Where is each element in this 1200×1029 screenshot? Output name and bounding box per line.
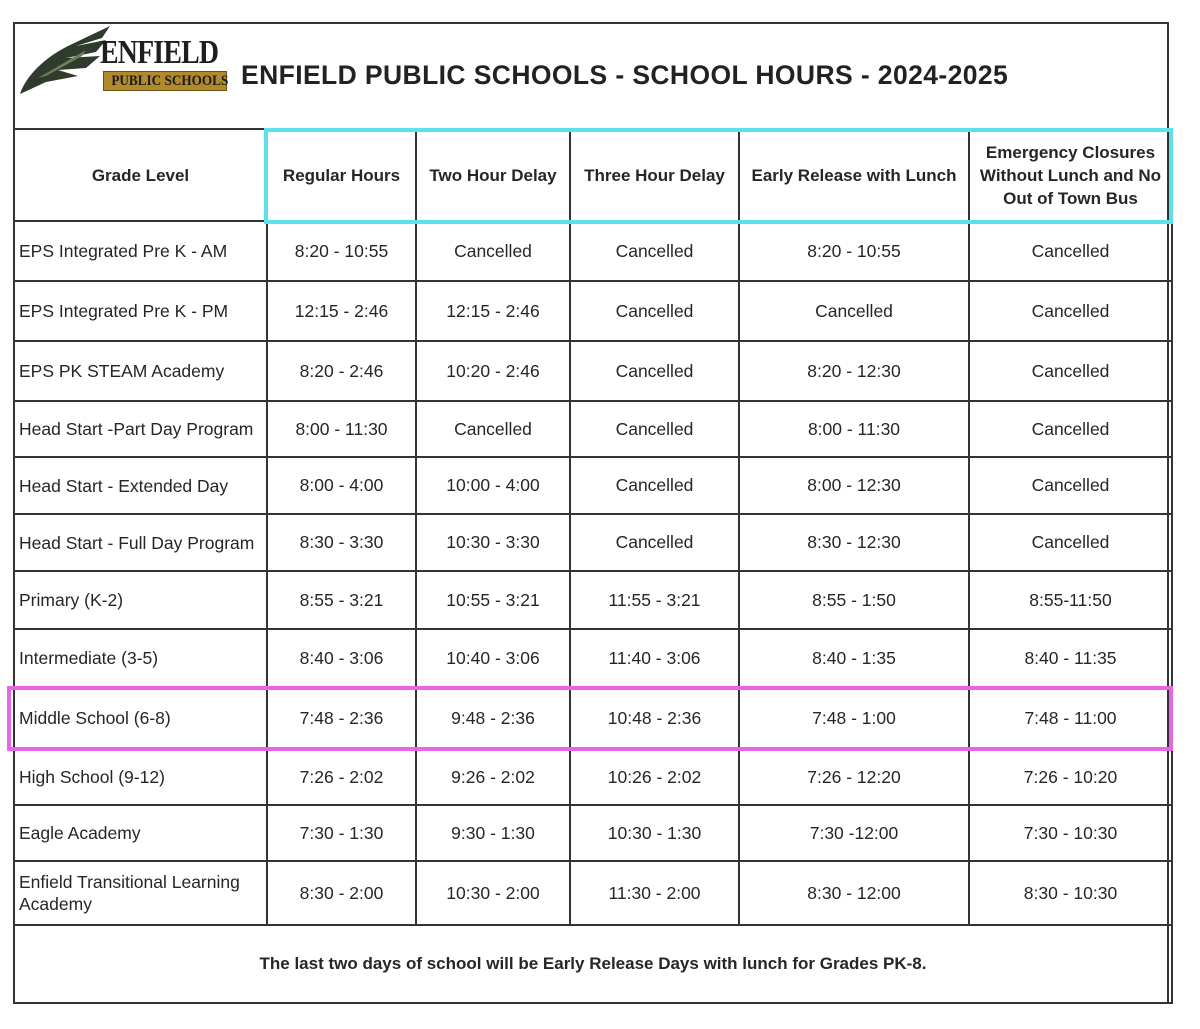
grade-cell: Head Start - Full Day Program <box>14 514 267 571</box>
two-hour-delay-cell: 10:00 - 4:00 <box>416 457 570 514</box>
emergency-closure-cell: Cancelled <box>969 457 1172 514</box>
early-release-cell: 8:30 - 12:00 <box>739 861 969 925</box>
two-hour-delay-cell: 12:15 - 2:46 <box>416 281 570 341</box>
emergency-closure-cell: 7:48 - 11:00 <box>969 687 1172 749</box>
grade-cell: Middle School (6-8) <box>14 687 267 749</box>
grade-cell: Enfield Transitional Learning Academy <box>14 861 267 925</box>
two-hour-delay-cell: 10:20 - 2:46 <box>416 341 570 401</box>
footnote-row <box>14 925 1172 1003</box>
page-title: ENFIELD PUBLIC SCHOOLS - SCHOOL HOURS - 2024-2025 <box>241 60 1009 90</box>
three-hour-delay-cell: Cancelled <box>570 401 739 457</box>
early-release-cell: 8:30 - 12:30 <box>739 514 969 571</box>
logo-wordmark: ENFIELD <box>100 34 219 71</box>
two-hour-delay-cell: 10:55 - 3:21 <box>416 571 570 629</box>
regular-hours-cell: 8:55 - 3:21 <box>267 571 416 629</box>
three-hour-delay-cell: Cancelled <box>570 514 739 571</box>
early-release-cell: Cancelled <box>739 281 969 341</box>
three-hour-delay-cell: 11:55 - 3:21 <box>570 571 739 629</box>
table-row <box>14 805 1172 861</box>
table-row <box>14 571 1172 629</box>
three-hour-delay-cell: 10:26 - 2:02 <box>570 749 739 805</box>
column-header-regular-hours: Regular Hours <box>267 129 416 221</box>
three-hour-delay-cell: 11:30 - 2:00 <box>570 861 739 925</box>
column-header-emergency-closures: Emergency Closures Without Lunch and No Out of Town Bus <box>969 129 1172 221</box>
header-highlight-box <box>264 128 1173 224</box>
grade-cell: EPS Integrated Pre K - PM <box>14 281 267 341</box>
row-highlight-box <box>7 686 1173 751</box>
two-hour-delay-cell: 9:30 - 1:30 <box>416 805 570 861</box>
two-hour-delay-cell: 10:30 - 2:00 <box>416 861 570 925</box>
two-hour-delay-cell: 9:26 - 2:02 <box>416 749 570 805</box>
emergency-closure-cell: 7:30 - 10:30 <box>969 805 1172 861</box>
emergency-closure-cell: 8:30 - 10:30 <box>969 861 1172 925</box>
regular-hours-cell: 12:15 - 2:46 <box>267 281 416 341</box>
table-row <box>14 457 1172 514</box>
two-hour-delay-cell: 10:30 - 3:30 <box>416 514 570 571</box>
two-hour-delay-cell: Cancelled <box>416 401 570 457</box>
regular-hours-cell: 8:40 - 3:06 <box>267 629 416 687</box>
table-row <box>14 629 1172 687</box>
two-hour-delay-cell: 9:48 - 2:36 <box>416 687 570 749</box>
three-hour-delay-cell: 11:40 - 3:06 <box>570 629 739 687</box>
regular-hours-cell: 8:00 - 11:30 <box>267 401 416 457</box>
emergency-closure-cell: Cancelled <box>969 514 1172 571</box>
regular-hours-cell: 8:20 - 10:55 <box>267 221 416 281</box>
grade-cell: EPS PK STEAM Academy <box>14 341 267 401</box>
regular-hours-cell: 7:48 - 2:36 <box>267 687 416 749</box>
grade-cell: Head Start - Extended Day <box>14 457 267 514</box>
regular-hours-cell: 8:00 - 4:00 <box>267 457 416 514</box>
table-row <box>14 514 1172 571</box>
column-header-two-hour-delay: Two Hour Delay <box>416 129 570 221</box>
two-hour-delay-cell: 10:40 - 3:06 <box>416 629 570 687</box>
three-hour-delay-cell: 10:48 - 2:36 <box>570 687 739 749</box>
grade-cell: Head Start -Part Day Program <box>14 401 267 457</box>
logo-subtitle: PUBLIC SCHOOLS <box>111 73 229 89</box>
emergency-closure-cell: Cancelled <box>969 221 1172 281</box>
table-row <box>14 281 1172 341</box>
table-row <box>14 861 1172 925</box>
column-header-grade-level: Grade Level <box>14 129 267 221</box>
grade-cell: Intermediate (3-5) <box>14 629 267 687</box>
grade-cell: Eagle Academy <box>14 805 267 861</box>
early-release-cell: 8:55 - 1:50 <box>739 571 969 629</box>
early-release-cell: 8:00 - 12:30 <box>739 457 969 514</box>
regular-hours-cell: 8:30 - 3:30 <box>267 514 416 571</box>
regular-hours-cell: 8:30 - 2:00 <box>267 861 416 925</box>
early-release-cell: 8:20 - 12:30 <box>739 341 969 401</box>
footnote: The last two days of school will be Early Release Days with lunch for Grades PK-8. <box>14 925 1172 1003</box>
early-release-cell: 7:48 - 1:00 <box>739 687 969 749</box>
emergency-closure-cell: 7:26 - 10:20 <box>969 749 1172 805</box>
emergency-closure-cell: Cancelled <box>969 401 1172 457</box>
early-release-cell: 7:26 - 12:20 <box>739 749 969 805</box>
school-hours-table <box>13 128 1173 1004</box>
two-hour-delay-cell: Cancelled <box>416 221 570 281</box>
eagle-wing-icon <box>16 24 112 96</box>
regular-hours-cell: 7:30 - 1:30 <box>267 805 416 861</box>
table-row <box>14 221 1172 281</box>
grade-cell: High School (9-12) <box>14 749 267 805</box>
three-hour-delay-cell: Cancelled <box>570 457 739 514</box>
emergency-closure-cell: 8:40 - 11:35 <box>969 629 1172 687</box>
column-header-three-hour-delay: Three Hour Delay <box>570 129 739 221</box>
emergency-closure-cell: Cancelled <box>969 281 1172 341</box>
early-release-cell: 8:00 - 11:30 <box>739 401 969 457</box>
regular-hours-cell: 8:20 - 2:46 <box>267 341 416 401</box>
three-hour-delay-cell: Cancelled <box>570 221 739 281</box>
logo-subtitle-plate <box>103 71 227 91</box>
grade-cell: Primary (K-2) <box>14 571 267 629</box>
table-row <box>14 341 1172 401</box>
regular-hours-cell: 7:26 - 2:02 <box>267 749 416 805</box>
emergency-closure-cell: Cancelled <box>969 341 1172 401</box>
three-hour-delay-cell: Cancelled <box>570 281 739 341</box>
three-hour-delay-cell: Cancelled <box>570 341 739 401</box>
three-hour-delay-cell: 10:30 - 1:30 <box>570 805 739 861</box>
early-release-cell: 8:40 - 1:35 <box>739 629 969 687</box>
table-row <box>14 401 1172 457</box>
district-logo <box>16 24 229 96</box>
early-release-cell: 8:20 - 10:55 <box>739 221 969 281</box>
early-release-cell: 7:30 -12:00 <box>739 805 969 861</box>
column-header-early-release: Early Release with Lunch <box>739 129 969 221</box>
table-row <box>14 749 1172 805</box>
emergency-closure-cell: 8:55-11:50 <box>969 571 1172 629</box>
grade-cell: EPS Integrated Pre K - AM <box>14 221 267 281</box>
